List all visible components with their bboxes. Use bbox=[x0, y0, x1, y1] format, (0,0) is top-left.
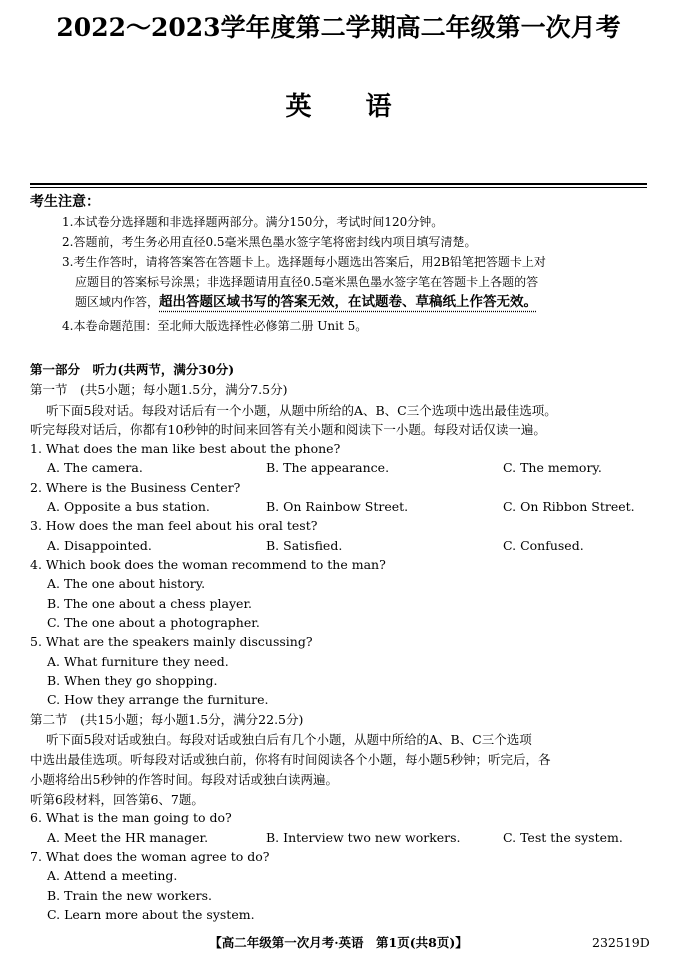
notice-item: 应题目的答案标号涂黑；非选择题请用直径0.5毫米黑色墨水签字笔在答题卡上各题的答 bbox=[75, 275, 539, 289]
instruction-line: 小题将给出5秒钟的作答时间。每段对话或独白读两遍。 bbox=[30, 772, 338, 787]
notice-emphasis: 超出答题区域书写的答案无效，在试题卷、草稿纸上作答无效。 bbox=[159, 294, 538, 310]
notice-heading: 考生注意： bbox=[30, 194, 100, 210]
answer-option: B. On Rainbow Street. bbox=[266, 499, 409, 514]
answer-option: A. The camera. bbox=[47, 460, 143, 475]
instruction-line: 听完每段对话后，你都有10秒钟的时间来回答有关小题和阅读下一小题。每段对话仅读一遍。 bbox=[30, 422, 546, 437]
question-stem: 1. What does the man like best about the phone? bbox=[30, 441, 341, 456]
answer-option: C. Learn more about the system. bbox=[47, 907, 255, 922]
answer-option: C. The memory. bbox=[503, 460, 602, 475]
paper-code: 232519D bbox=[592, 935, 650, 950]
question-stem: 5. What are the speakers mainly discussing? bbox=[30, 634, 313, 649]
question-stem: 2. Where is the Business Center? bbox=[30, 480, 241, 495]
header-divider-thick bbox=[30, 183, 647, 185]
answer-option: B. When they go shopping. bbox=[47, 673, 218, 688]
exam-title: 2022～2023学年度第二学期高二年级第一次月考 bbox=[56, 13, 621, 42]
instruction-line: 中选出最佳选项。听每段对话或独白前，你将有时间阅读各个小题，每小题5秒钟；听完后，各 bbox=[30, 752, 551, 767]
answer-option: B. Satisfied. bbox=[266, 538, 343, 553]
answer-option: B. The appearance. bbox=[266, 460, 390, 475]
answer-option: A. The one about history. bbox=[47, 576, 206, 591]
instruction-line: 听下面5段对话或独白。每段对话或独白后有几个小题，从题中所给的A、B、C三个选项 bbox=[46, 732, 532, 747]
notice-item: 1.本试卷分选择题和非选择题两部分。满分150分，考试时间120分钟。 bbox=[62, 215, 444, 229]
section-heading: 第一节 (共5小题；每小题1.5分，满分7.5分) bbox=[30, 382, 288, 397]
answer-option: A. Opposite a bus station. bbox=[47, 499, 210, 514]
notice-item-text: 题区域内作答， bbox=[75, 295, 160, 309]
answer-option: A. Disappointed. bbox=[47, 538, 152, 553]
instruction-line: 听下面5段对话。每段对话后有一个小题，从题中所给的A、B、C三个选项中选出最佳选项。 bbox=[46, 403, 557, 418]
answer-option: C. How they arrange the furniture. bbox=[47, 692, 269, 707]
answer-option: C. On Ribbon Street. bbox=[503, 499, 635, 514]
question-stem: 4. Which book does the woman recommend to the man? bbox=[30, 557, 386, 572]
notice-item: 2.答题前，考生务必用直径0.5毫米黑色墨水签字笔将密封线内项目填写清楚。 bbox=[62, 235, 477, 249]
answer-option: C. The one about a photographer. bbox=[47, 615, 260, 630]
answer-option: B. The one about a chess player. bbox=[47, 596, 253, 611]
question-stem: 6. What is the man going to do? bbox=[30, 810, 232, 825]
question-stem: 7. What does the woman agree to do? bbox=[30, 849, 270, 864]
answer-option: A. Attend a meeting. bbox=[47, 868, 178, 883]
section-heading: 第二节 (共15小题；每小题1.5分，满分22.5分) bbox=[30, 712, 304, 727]
answer-option: C. Confused. bbox=[503, 538, 584, 553]
answer-option: A. Meet the HR manager. bbox=[47, 830, 209, 845]
notice-item: 4.本卷命题范围：至北师大版选择性必修第二册 Unit 5。 bbox=[62, 319, 368, 333]
header-divider-thin bbox=[30, 187, 647, 188]
answer-option: C. Test the system. bbox=[503, 830, 623, 845]
notice-item: 3.考生作答时，请将答案答在答题卡上。选择题每小题选出答案后，用2B铅笔把答题卡上对 bbox=[62, 255, 546, 269]
question-stem: 3. How does the man feel about his oral test? bbox=[30, 518, 318, 533]
answer-option: B. Train the new workers. bbox=[47, 888, 213, 903]
part-heading: 第一部分 听力(共两节，满分30分) bbox=[30, 362, 235, 377]
material-label: 听第6段材料，回答第6、7题。 bbox=[30, 792, 204, 807]
notice-item bbox=[75, 292, 537, 312]
page-footer: 【高二年级第一次月考·英语 第1页(共8页)】 bbox=[209, 935, 468, 950]
answer-option: B. Interview two new workers. bbox=[266, 830, 461, 845]
answer-option: A. What furniture they need. bbox=[47, 654, 229, 669]
subject-title: 英语 bbox=[285, 92, 446, 122]
